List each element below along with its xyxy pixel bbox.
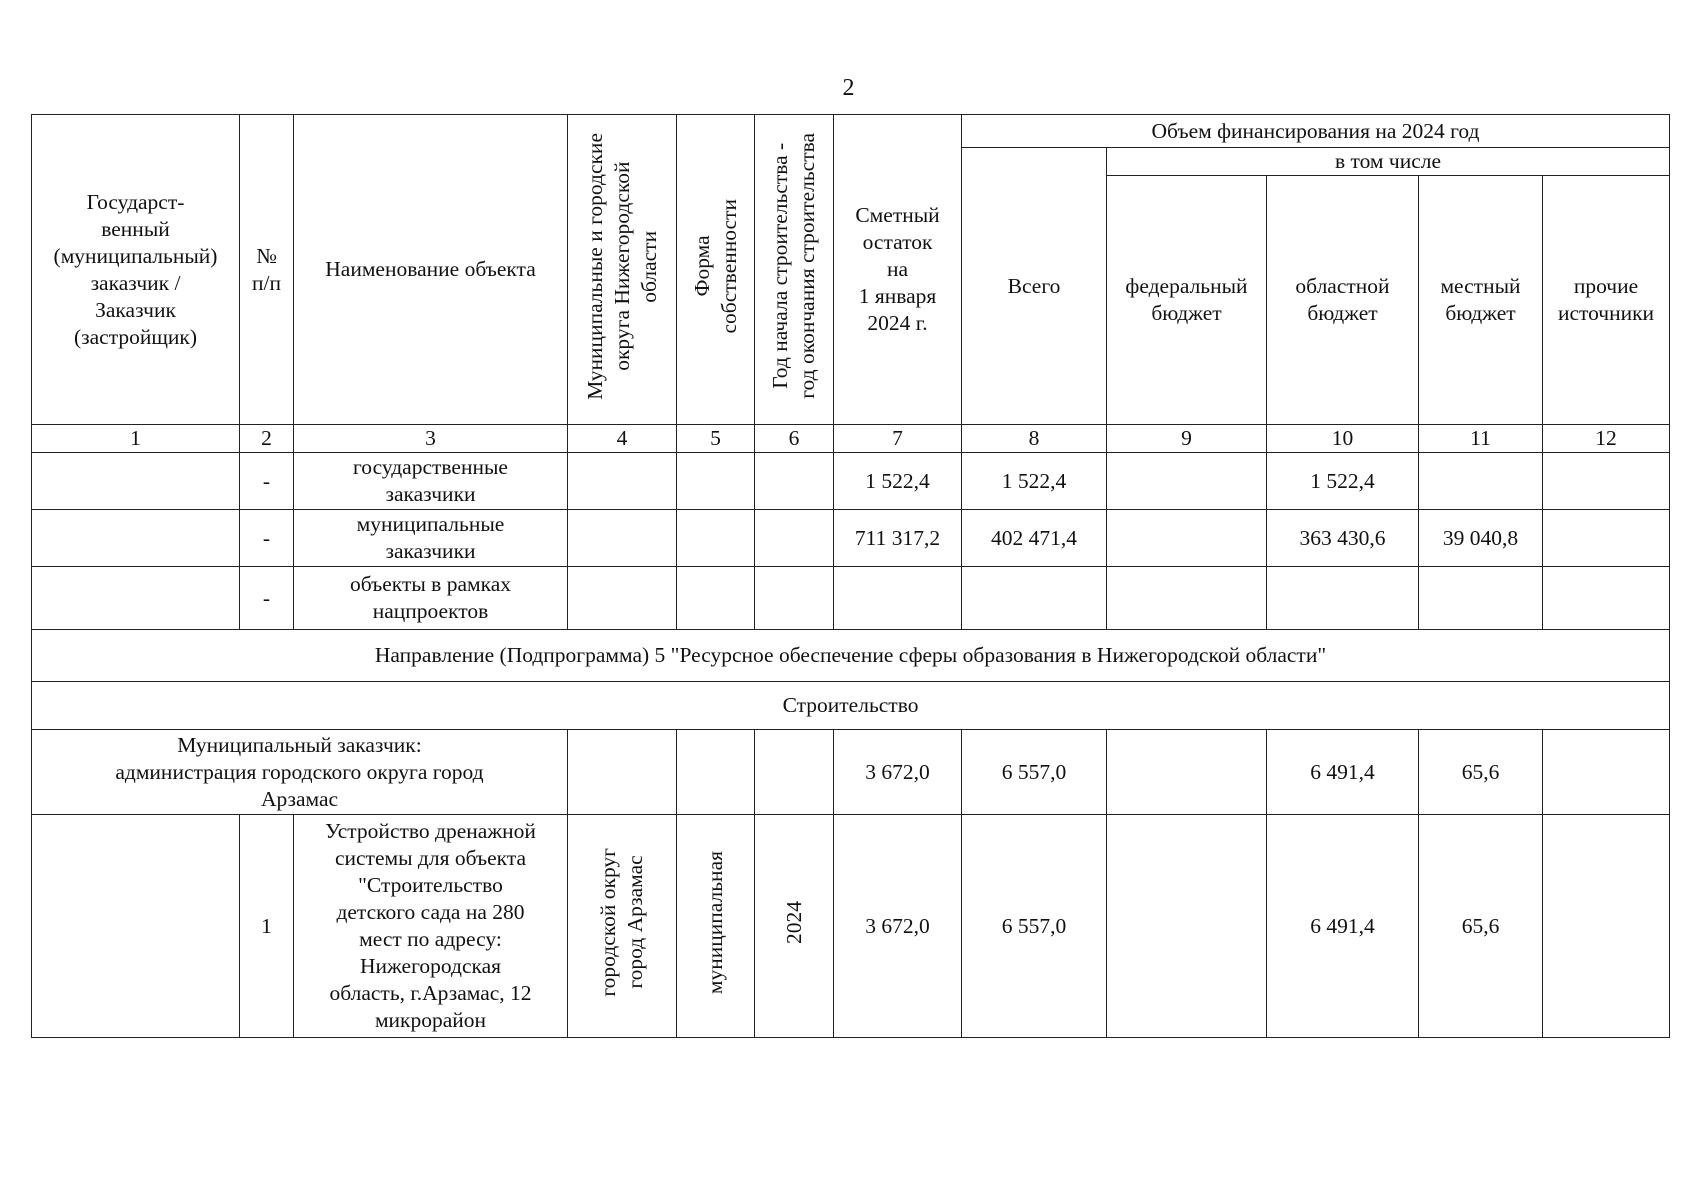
cell-other <box>1543 453 1670 510</box>
cell-number: - <box>240 567 294 630</box>
column-number: 1 <box>32 425 240 453</box>
header-customer: Государст- венный (муниципальный) заказчик / Заказчик (застройщик) <box>32 115 240 425</box>
cell-remaining: 1 522,4 <box>834 453 962 510</box>
cell-years: 2024 <box>781 901 806 944</box>
column-number: 10 <box>1267 425 1419 453</box>
header-other: прочие источники <box>1543 176 1670 425</box>
cell-customer <box>32 567 240 630</box>
column-number: 6 <box>755 425 834 453</box>
cell-district-wrap <box>568 815 677 1038</box>
cell-federal <box>1107 815 1267 1038</box>
cell-regional: 6 491,4 <box>1267 730 1419 815</box>
column-number: 7 <box>834 425 962 453</box>
cell-total: 1 522,4 <box>962 453 1107 510</box>
cell-federal <box>1107 510 1267 567</box>
cell-ownership-wrap <box>677 815 755 1038</box>
header-number: № п/п <box>240 115 294 425</box>
table-row <box>32 567 1670 630</box>
cell-object-name: объекты в рамках нацпроектов <box>294 567 568 630</box>
customer-row <box>32 730 1670 815</box>
cell-regional: 1 522,4 <box>1267 453 1419 510</box>
cell-federal <box>1107 730 1267 815</box>
cell-local: 65,6 <box>1419 730 1543 815</box>
header-years: Год начала строительства - год окончания строительства <box>768 133 819 399</box>
cell-local <box>1419 453 1543 510</box>
cell-number: - <box>240 510 294 567</box>
cell-remaining: 711 317,2 <box>834 510 962 567</box>
cell-other <box>1543 510 1670 567</box>
header-districts: Муниципальные и городские округа Нижегородской области <box>582 132 661 400</box>
column-number: 11 <box>1419 425 1543 453</box>
column-number: 12 <box>1543 425 1670 453</box>
cell-years-wrap <box>755 815 834 1038</box>
cell-years <box>755 453 834 510</box>
header-local: местный бюджет <box>1419 176 1543 425</box>
cell-district <box>568 730 677 815</box>
cell-customer <box>32 510 240 567</box>
column-number: 5 <box>677 425 755 453</box>
cell-remaining: 3 672,0 <box>834 730 962 815</box>
cell-total: 6 557,0 <box>962 815 1107 1038</box>
cell-district: городской округ город Арзамас <box>596 848 647 997</box>
cell-other <box>1543 815 1670 1038</box>
cell-federal <box>1107 567 1267 630</box>
cell-object-name: Устройство дренажной системы для объекта "Строительство детского сада на 280 мест по адресу: Нижегородская область, г.Арзамас, 12 микрорайон <box>294 815 568 1038</box>
cell-ownership <box>677 730 755 815</box>
cell-remaining <box>834 567 962 630</box>
table-row <box>32 453 1670 510</box>
cell-local: 65,6 <box>1419 815 1543 1038</box>
cell-local: 39 040,8 <box>1419 510 1543 567</box>
cell-ownership <box>677 453 755 510</box>
header-object-name: Наименование объекта <box>294 115 568 425</box>
cell-other <box>1543 567 1670 630</box>
cell-number: - <box>240 453 294 510</box>
column-number: 8 <box>962 425 1107 453</box>
cell-ownership: муниципальная <box>703 850 727 995</box>
header-remaining: Сметный остаток на 1 января 2024 г. <box>834 115 962 425</box>
cell-remaining: 3 672,0 <box>834 815 962 1038</box>
column-number: 4 <box>568 425 677 453</box>
column-numbers-row <box>32 425 1670 453</box>
cell-ownership <box>677 567 755 630</box>
cell-total: 6 557,0 <box>962 730 1107 815</box>
table-row <box>32 510 1670 567</box>
column-number: 9 <box>1107 425 1267 453</box>
page-number: 2 <box>842 75 855 101</box>
cell-local <box>1419 567 1543 630</box>
cell-total: 402 471,4 <box>962 510 1107 567</box>
cell-object-name: муниципальные заказчики <box>294 510 568 567</box>
cell-years <box>755 567 834 630</box>
cell-years <box>755 730 834 815</box>
cell-total <box>962 567 1107 630</box>
header-districts-cell <box>568 115 677 425</box>
subsection-title: Строительство <box>32 682 1670 730</box>
cell-number: 1 <box>240 815 294 1038</box>
section-row <box>32 630 1670 682</box>
header-funding-title: Объем финансирования на 2024 год <box>962 115 1670 148</box>
cell-district <box>568 567 677 630</box>
table-row <box>32 815 1670 1038</box>
customer-name: Муниципальный заказчик: администрация городского округа город Арзамас <box>32 730 568 815</box>
cell-federal <box>1107 453 1267 510</box>
subsection-row <box>32 682 1670 730</box>
column-number: 3 <box>294 425 568 453</box>
header-regional: областной бюджет <box>1267 176 1419 425</box>
header-including: в том числе <box>1107 148 1670 176</box>
column-number: 2 <box>240 425 294 453</box>
header-federal: федеральный бюджет <box>1107 176 1267 425</box>
cell-years <box>755 510 834 567</box>
header-ownership-cell <box>677 115 755 425</box>
cell-regional: 6 491,4 <box>1267 815 1419 1038</box>
header-years-cell <box>755 115 834 425</box>
header-ownership: Форма собственности <box>689 198 741 334</box>
cell-customer <box>32 453 240 510</box>
cell-customer <box>32 815 240 1038</box>
cell-other <box>1543 730 1670 815</box>
cell-district <box>568 510 677 567</box>
cell-regional <box>1267 567 1419 630</box>
cell-ownership <box>677 510 755 567</box>
cell-district <box>568 453 677 510</box>
header-total: Всего <box>962 148 1107 425</box>
section-title: Направление (Подпрограмма) 5 "Ресурсное обеспечение сферы образования в Нижегородской области" <box>32 630 1670 682</box>
financing-table <box>31 114 1670 1038</box>
cell-regional: 363 430,6 <box>1267 510 1419 567</box>
cell-object-name: государственные заказчики <box>294 453 568 510</box>
